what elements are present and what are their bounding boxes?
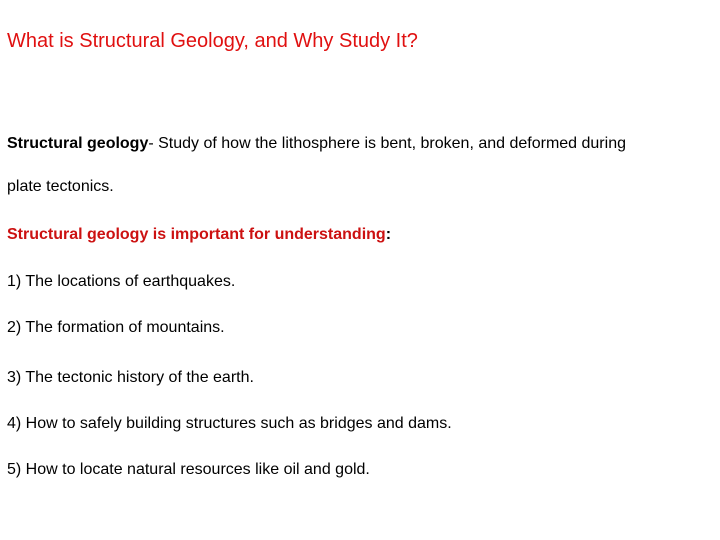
importance-subheading-colon: :	[385, 226, 392, 243]
definition-text: - Study of how the lithosphere is bent, broken, and deformed during	[148, 135, 626, 152]
importance-subheading-text: Structural geology is important for understanding	[7, 226, 386, 243]
list-item: 2) The formation of mountains.	[7, 319, 225, 336]
list-item: 5) How to locate natural resources like oil and gold.	[7, 461, 370, 478]
slide-title: What is Structural Geology, and Why Study It?	[7, 30, 418, 52]
list-item: 1) The locations of earthquakes.	[7, 273, 236, 290]
list-item: 4) How to safely building structures such as bridges and dams.	[7, 415, 452, 432]
importance-subheading	[7, 225, 391, 245]
definition-term: Structural geology	[7, 135, 149, 152]
list-item: 3) The tectonic history of the earth.	[7, 369, 254, 386]
definition-line-2: plate tectonics.	[7, 178, 114, 195]
definition-line-1	[7, 134, 626, 154]
